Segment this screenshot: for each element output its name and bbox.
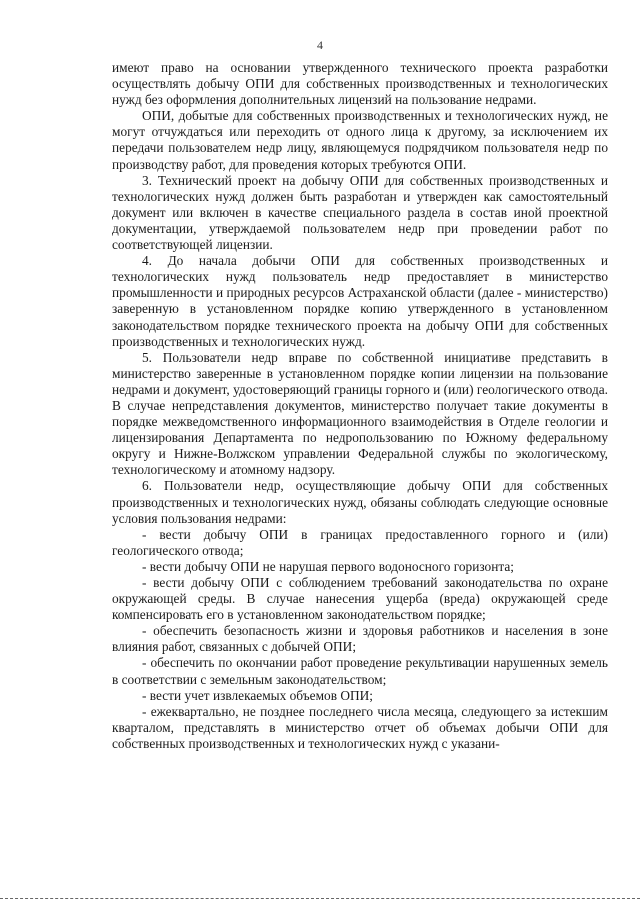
list-item: - обеспечить по окончании работ проведение рекультивации нарушенных земель в соответствии с земельным законодательством;	[112, 655, 608, 687]
list-item: - вести добычу ОПИ с соблюдением требований законодательства по охране окружающей среды. В случае нанесения ущерба (вреда) окружающей среде компенсировать его в установленном законодательством порядке;	[112, 575, 608, 623]
list-item: - вести добычу ОПИ в границах предоставленного горного и (или) геологического отвода;	[112, 526, 608, 558]
paragraph: 3. Технический проект на добычу ОПИ для собственных производственных и технологических нужд должен быть разработан и утвержден как самостоятельный документ или включен в качестве специального раздела в состав иной проектной документации, утверждаемой пользователем недр при проведении работ по соответствующей лицензии.	[112, 172, 608, 253]
list-item: - обеспечить безопасность жизни и здоровья работников и населения в зоне влияния работ, связанных с добычей ОПИ;	[112, 623, 608, 655]
document-body	[112, 60, 608, 752]
page-bottom-divider	[0, 898, 640, 899]
paragraph: ОПИ, добытые для собственных производственных и технологических нужд, не могут отчуждаться или переходить от одного лица к другому, за исключением их передачи пользователем недр лицу, являющемуся подрядчиком пользователя недр по производству работ, для проведения которых требуются ОПИ.	[112, 108, 608, 172]
list-item: - вести добычу ОПИ не нарушая первого водоносного горизонта;	[142, 558, 514, 574]
page-number: 4	[317, 38, 323, 52]
paragraph: имеют право на основании утвержденного технического проекта разработки осуществлять добычу ОПИ для собственных производственных и технологических нужд без оформления дополнительных лицензий на пользование недрами.	[112, 60, 608, 108]
list-item: - ежеквартально, не позднее последнего числа месяца, следующего за истекшим кварталом, представлять в министерство отчет об объемах добычи ОПИ для собственных производственных и технологических нужд с указани-	[112, 703, 608, 751]
paragraph: 5. Пользователи недр вправе по собственной инициативе представить в министерство заверенные в установленном порядке копии лицензии на пользование недрами и документ, удостоверяющий границы горного и (или) геологического отвода. В случае непредставления документов, министерство получает такие документы в порядке межведомственного информационного взаимодействия в Отделе геологии и лицензирования Департамента по недропользованию по Южному федеральному округу и Нижне-Волжском управлении Федеральной службы по экологическому, технологическому и атомному надзору.	[112, 349, 608, 478]
list-item: - вести учет извлекаемых объемов ОПИ;	[142, 687, 373, 703]
paragraph: 6. Пользователи недр, осуществляющие добычу ОПИ для собственных производственных и технологических нужд, обязаны соблюдать следующие основные условия пользования недрами:	[112, 478, 608, 526]
paragraph: 4. До начала добычи ОПИ для собственных производственных и технологических нужд пользователь недр предоставляет в министерство промышленности и природных ресурсов Астраханской области (далее - министерство) заверенную в установленном порядке копию утвержденного в установленном законодательством порядке технического проекта на добычу ОПИ для собственных производственных и технологических нужд.	[112, 253, 608, 349]
